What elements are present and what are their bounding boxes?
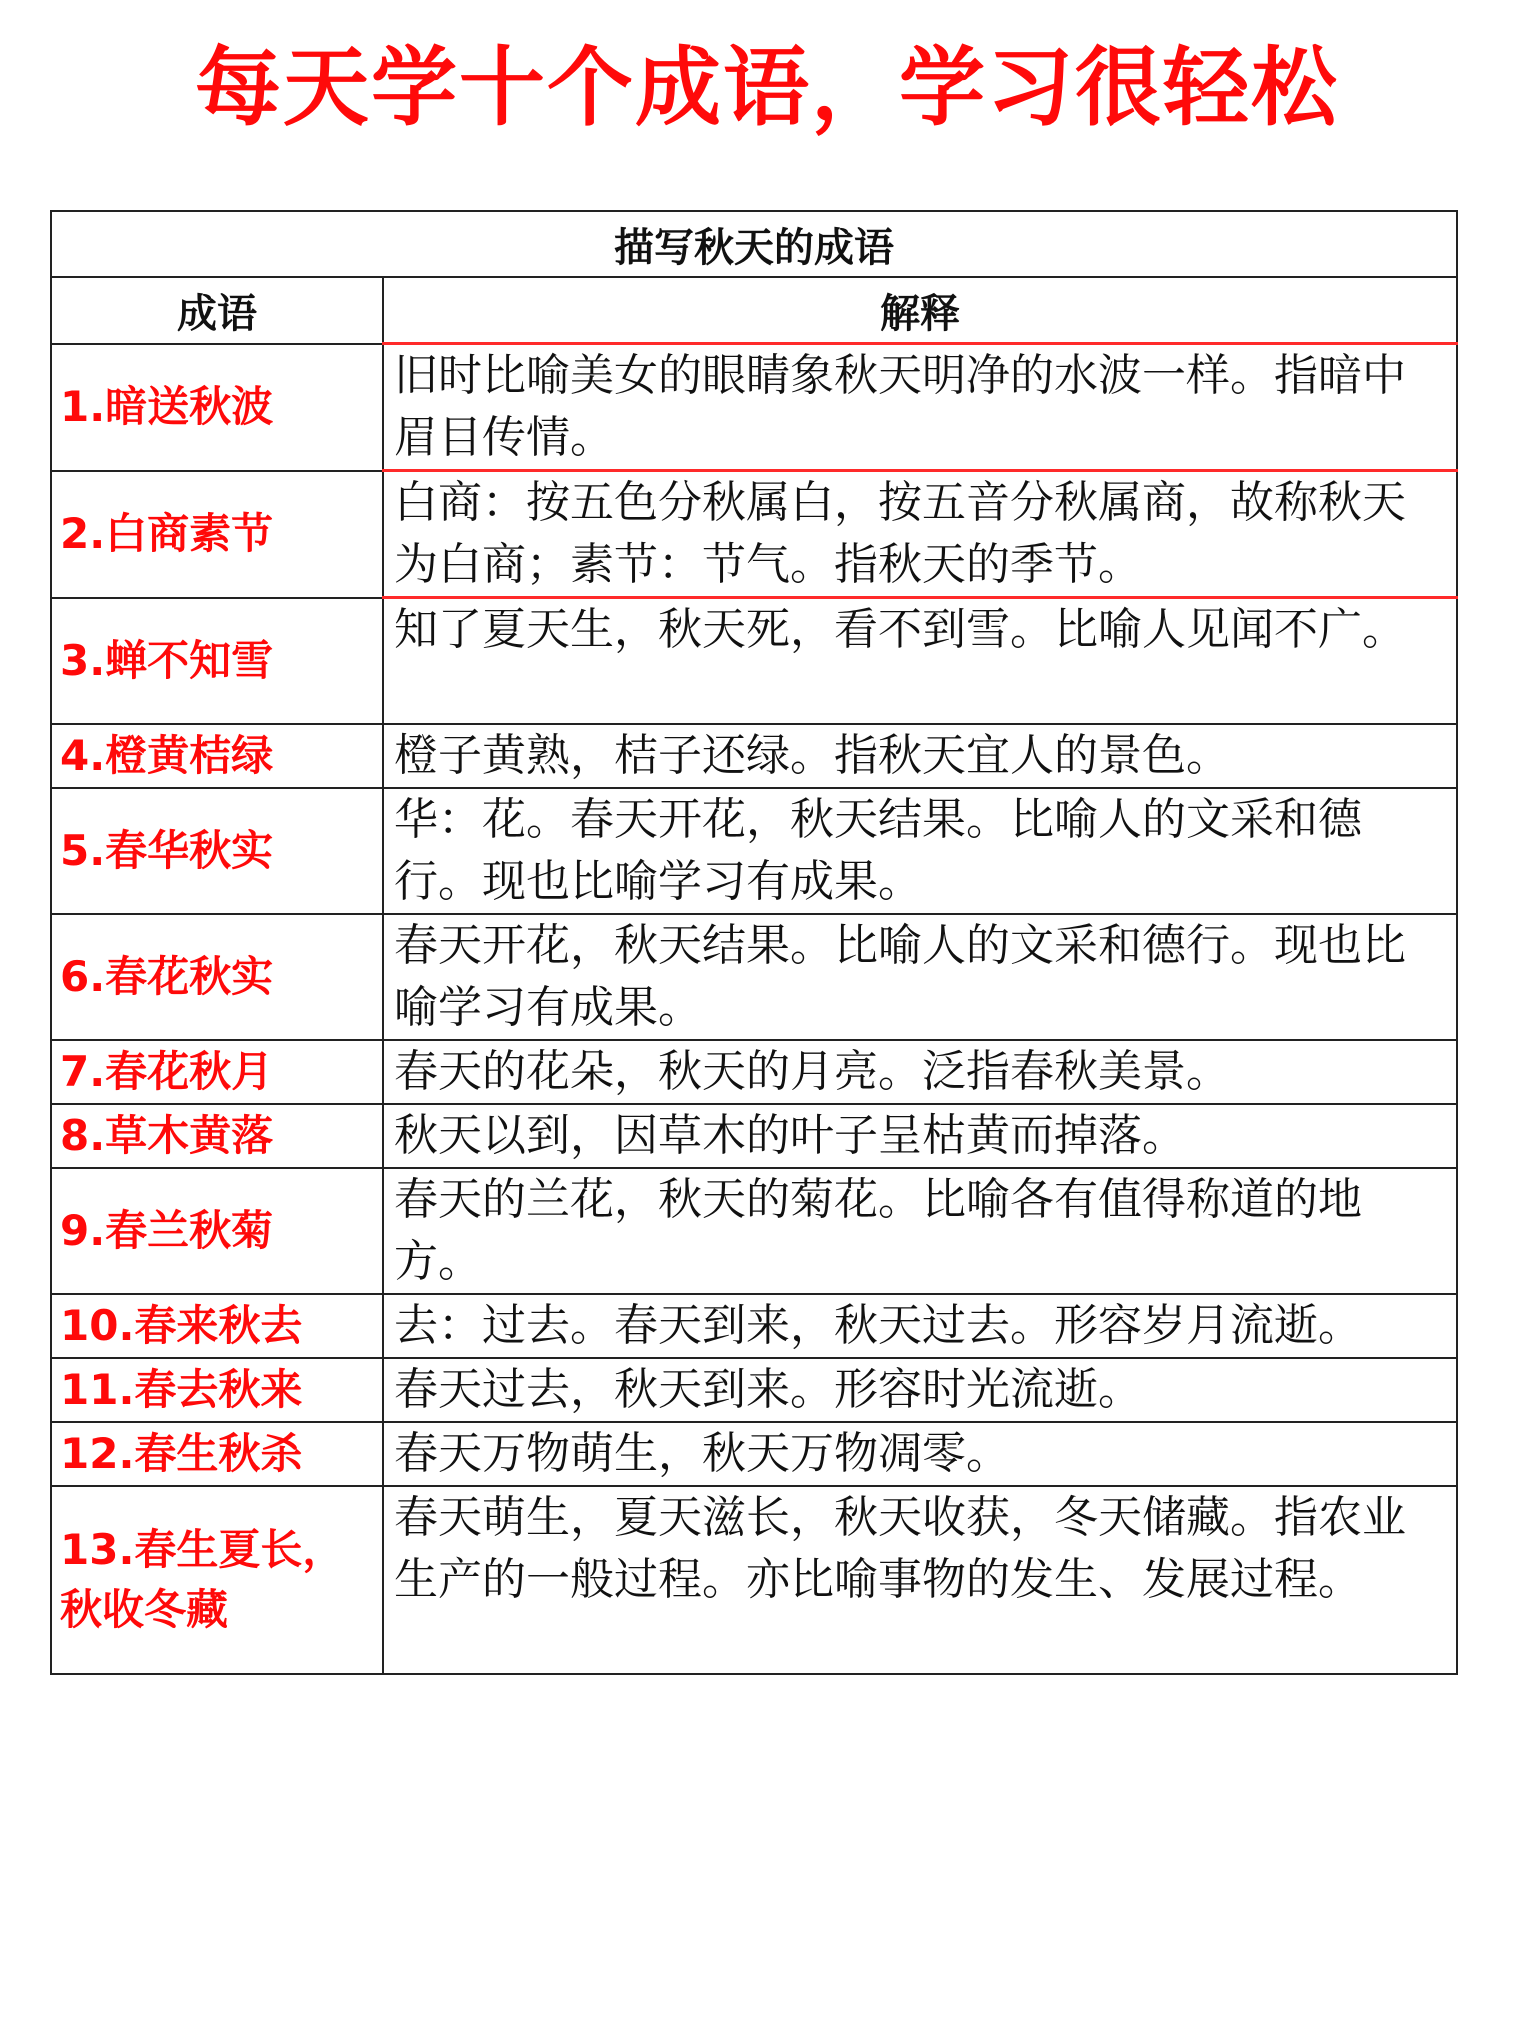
explanation-cell: 知了夏天生，秋天死，看不到雪。比喻人见闻不广。 xyxy=(383,598,1457,725)
idiom-cell: 4.橙黄桔绿 xyxy=(51,724,383,788)
table-row xyxy=(51,1358,1457,1422)
table-header-row xyxy=(51,277,1457,344)
idiom-cell: 5.春华秋实 xyxy=(51,788,383,914)
explanation-cell: 华：花。春天开花，秋天结果。比喻人的文采和德行。现也比喻学习有成果。 xyxy=(383,788,1457,914)
table-row xyxy=(51,1486,1457,1674)
table-row xyxy=(51,1104,1457,1168)
table-row xyxy=(51,788,1457,914)
page-title: 每天学十个成语，学习很轻松 xyxy=(195,38,1339,138)
idiom-cell: 8.草木黄落 xyxy=(51,1104,383,1168)
table-row xyxy=(51,1040,1457,1104)
explanation-cell: 白商：按五色分秋属白，按五音分秋属商，故称秋天为白商；素节：节气。指秋天的季节。 xyxy=(383,471,1457,598)
table-title: 描写秋天的成语 xyxy=(51,211,1457,277)
idiom-cell: 10.春来秋去 xyxy=(51,1294,383,1358)
idiom-cell: 7.春花秋月 xyxy=(51,1040,383,1104)
table-row xyxy=(51,344,1457,471)
idiom-cell: 6.春花秋实 xyxy=(51,914,383,1040)
idiom-cell: 12.春生秋杀 xyxy=(51,1422,383,1486)
idiom-cell: 3.蝉不知雪 xyxy=(51,598,383,725)
table-row xyxy=(51,914,1457,1040)
table-row xyxy=(51,724,1457,788)
explanation-cell: 旧时比喻美女的眼睛象秋天明净的水波一样。指暗中眉目传情。 xyxy=(383,344,1457,471)
explanation-cell: 春天的兰花，秋天的菊花。比喻各有值得称道的地方。 xyxy=(383,1168,1457,1294)
idiom-cell: 1.暗送秋波 xyxy=(51,344,383,471)
idiom-cell: 11.春去秋来 xyxy=(51,1358,383,1422)
explanation-cell: 春天万物萌生，秋天万物凋零。 xyxy=(383,1422,1457,1486)
table-row xyxy=(51,598,1457,725)
explanation-cell: 春天萌生，夏天滋长，秋天收获，冬天储藏。指农业生产的一般过程。亦比喻事物的发生、发展过程。 xyxy=(383,1486,1457,1674)
idiom-cell: 13.春生夏长，秋收冬藏 xyxy=(51,1486,383,1674)
table-row xyxy=(51,1294,1457,1358)
idiom-cell: 2.白商素节 xyxy=(51,471,383,598)
explanation-cell: 秋天以到，因草木的叶子呈枯黄而掉落。 xyxy=(383,1104,1457,1168)
idiom-cell: 9.春兰秋菊 xyxy=(51,1168,383,1294)
table-row xyxy=(51,471,1457,598)
header-idiom: 成语 xyxy=(51,277,383,344)
explanation-cell: 春天过去，秋天到来。形容时光流逝。 xyxy=(383,1358,1457,1422)
explanation-cell: 春天的花朵，秋天的月亮。泛指春秋美景。 xyxy=(383,1040,1457,1104)
explanation-cell: 去：过去。春天到来，秋天过去。形容岁月流逝。 xyxy=(383,1294,1457,1358)
header-explanation: 解释 xyxy=(383,277,1457,344)
table-row xyxy=(51,1168,1457,1294)
idiom-table xyxy=(50,210,1458,1675)
explanation-cell: 橙子黄熟，桔子还绿。指秋天宜人的景色。 xyxy=(383,724,1457,788)
table-row xyxy=(51,1422,1457,1486)
table-title-row xyxy=(51,211,1457,277)
explanation-cell: 春天开花，秋天结果。比喻人的文采和德行。现也比喻学习有成果。 xyxy=(383,914,1457,1040)
